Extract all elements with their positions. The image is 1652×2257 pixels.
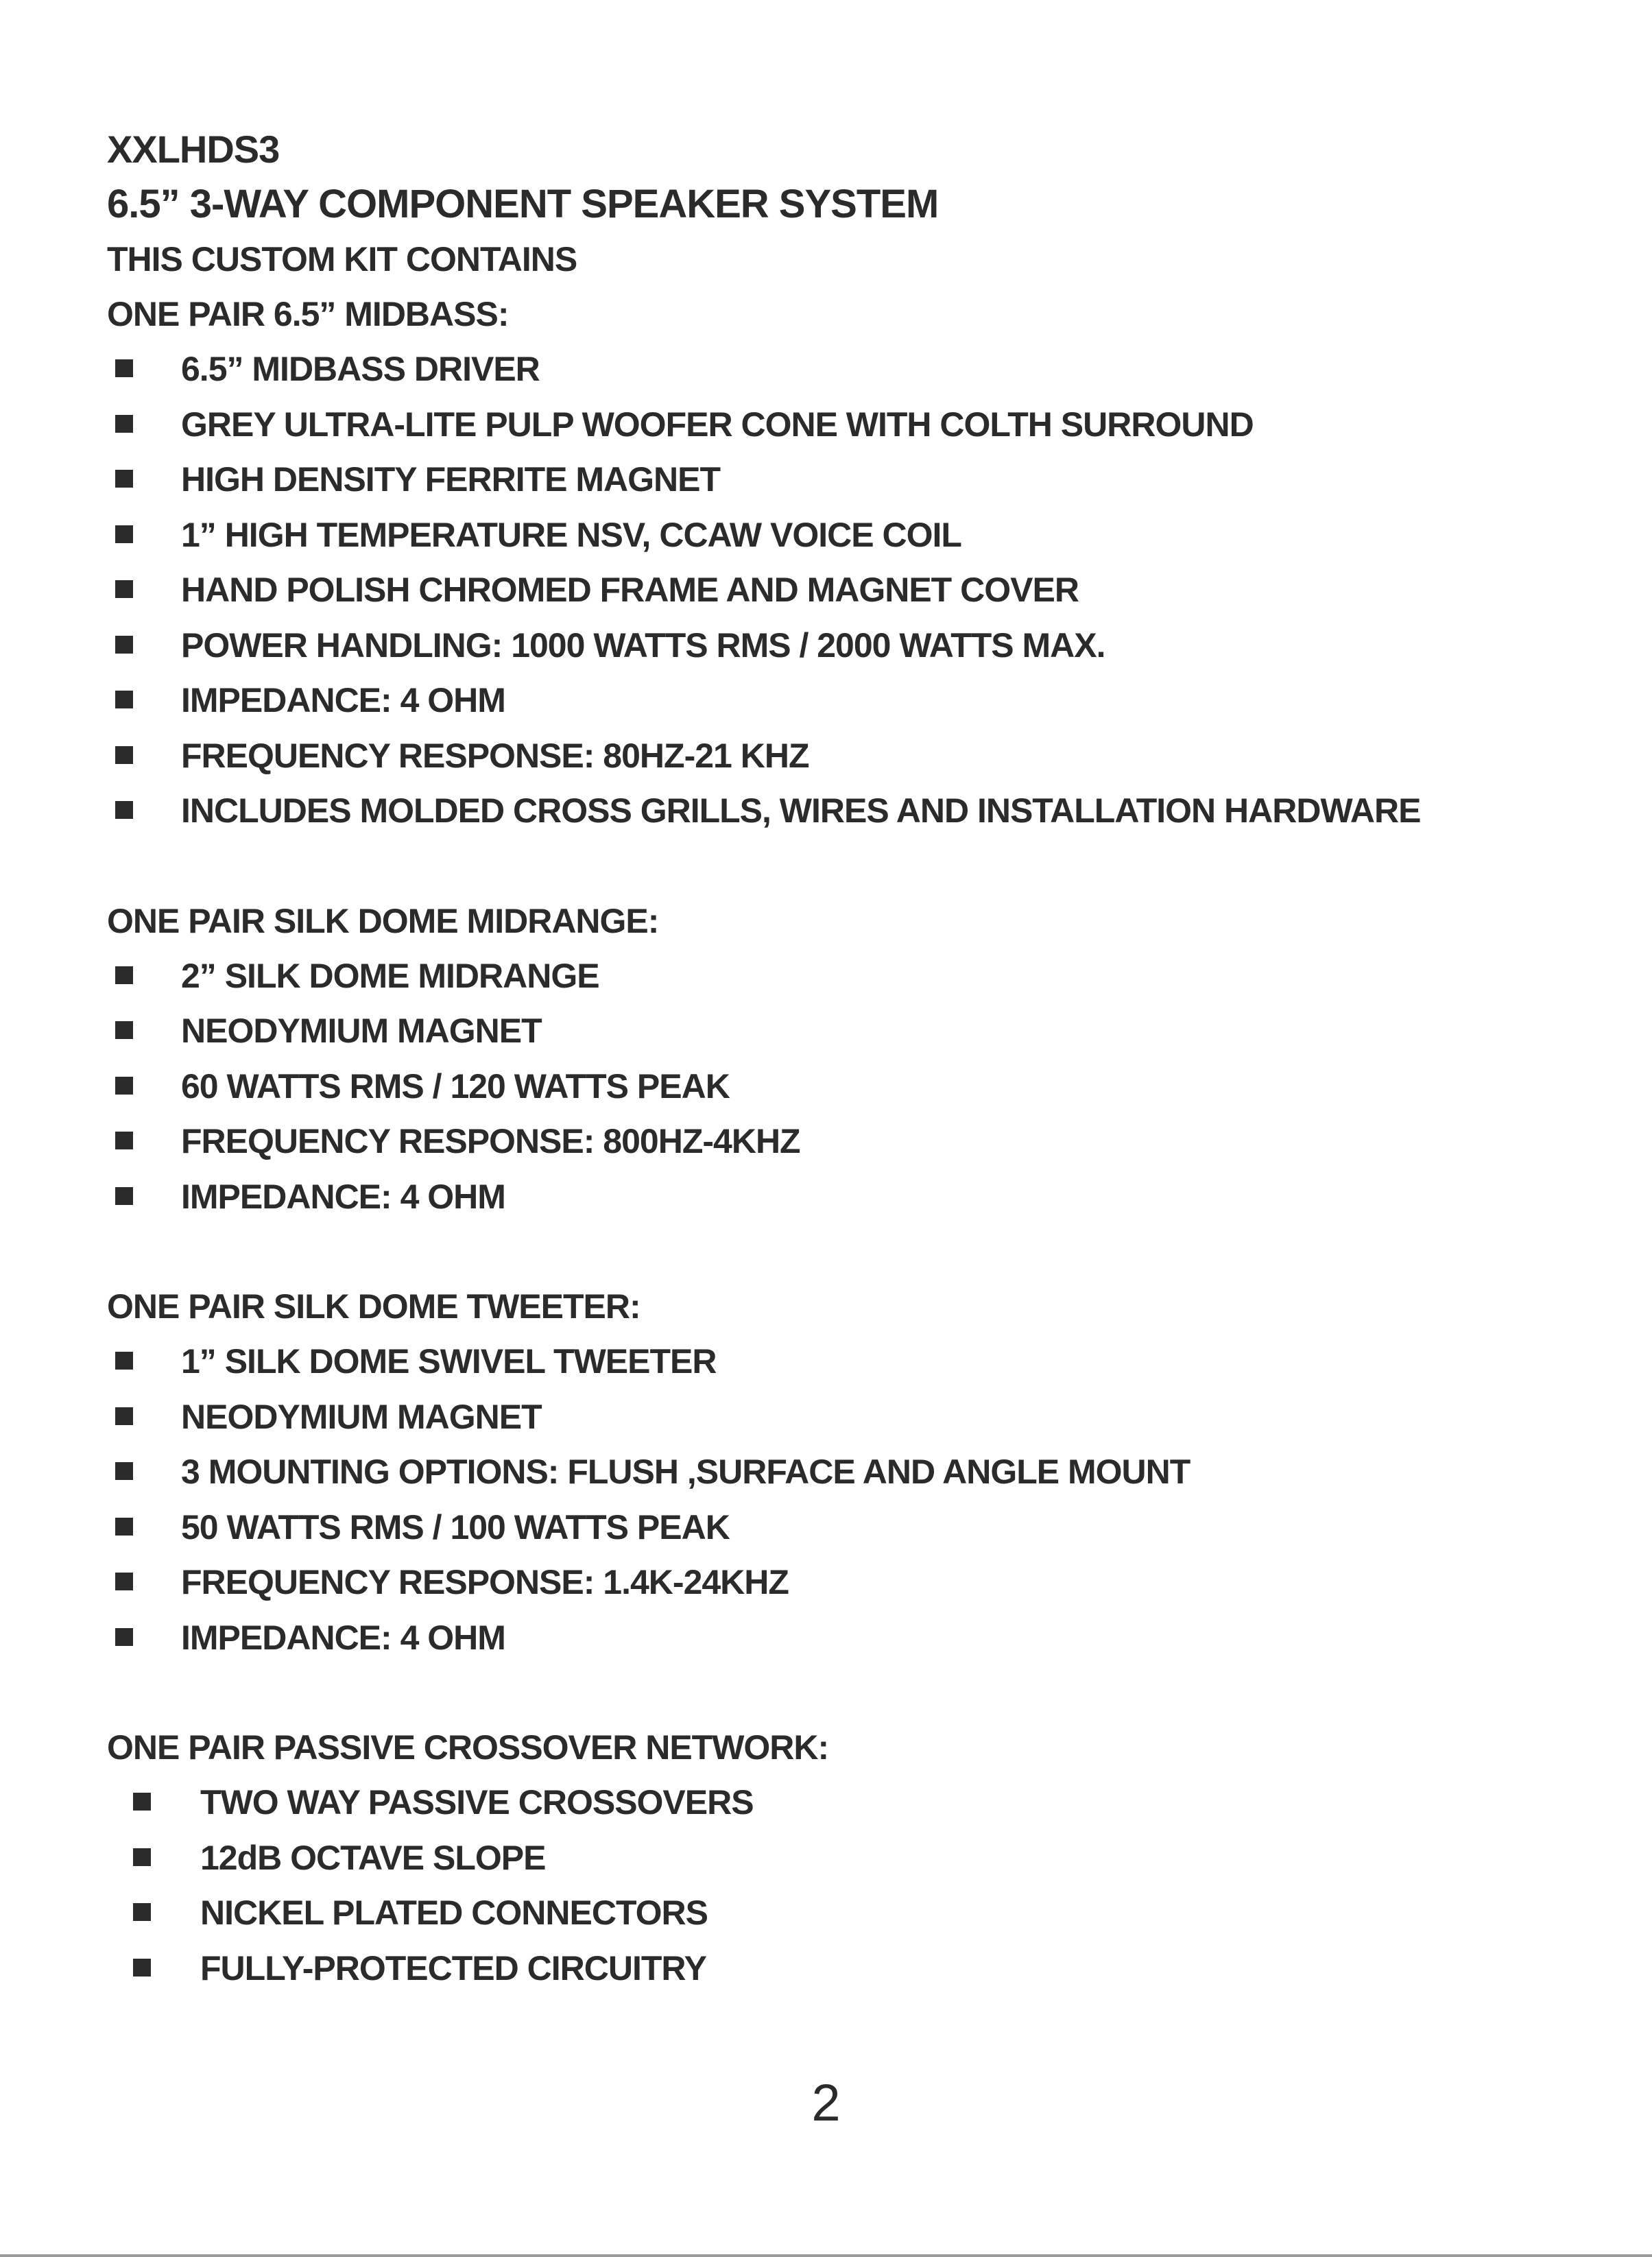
square-bullet-icon [115, 1187, 133, 1205]
list-item-text: 60 WATTS RMS / 120 WATTS PEAK [181, 1066, 730, 1106]
list-item [107, 1114, 1484, 1169]
square-bullet-icon [115, 580, 133, 598]
list-item [107, 1389, 1484, 1445]
section-heading: ONE PAIR 6.5” MIDBASS: [107, 295, 509, 333]
list-item [107, 397, 1484, 453]
square-bullet-icon [115, 415, 133, 433]
list-item-text: 3 MOUNTING OPTIONS: FLUSH ,SURFACE AND ANGLE MOUNT [181, 1453, 1190, 1491]
list-item-text: IMPEDANCE: 4 OHM [181, 681, 505, 719]
list-item [107, 452, 1484, 507]
section-heading: ONE PAIR SILK DOME MIDRANGE: [107, 901, 659, 940]
list-item-text: 12dB OCTAVE SLOPE [200, 1838, 546, 1877]
bottom-border [0, 2254, 1652, 2257]
section-heading: ONE PAIR PASSIVE CROSSOVER NETWORK: [107, 1728, 829, 1767]
list-item [107, 1444, 1484, 1500]
list-item-text: TWO WAY PASSIVE CROSSOVERS [200, 1783, 754, 1822]
list-item-text: 6.5” MIDBASS DRIVER [181, 350, 540, 388]
list-item [107, 728, 1484, 784]
list-item-text: NEODYMIUM MAGNET [181, 1012, 542, 1050]
square-bullet-icon [115, 1021, 133, 1039]
list-item [107, 1830, 1503, 1886]
section-midrange [107, 894, 1547, 1225]
list-item-text: INCLUDES MOLDED CROSS GRILLS, WIRES AND INSTALLATION HARDWARE [181, 791, 1421, 830]
square-bullet-icon [115, 1132, 133, 1149]
list-item-text: 1” HIGH TEMPERATURE NSV, CCAW VOICE COIL [181, 515, 961, 554]
square-bullet-icon [115, 525, 133, 543]
square-bullet-icon [133, 1903, 151, 1921]
list-item [107, 1003, 1484, 1059]
list-item-text: POWER HANDLING: 1000 WATTS RMS / 2000 WATTS MAX. [181, 625, 1105, 665]
square-bullet-icon [115, 1518, 133, 1536]
list-item-text: 1” SILK DOME SWIVEL TWEETER [181, 1342, 717, 1381]
list-item [107, 1500, 1484, 1555]
kit-intro: THIS CUSTOM KIT CONTAINS [107, 240, 577, 278]
square-bullet-icon [115, 1077, 133, 1095]
list-item-text: 50 WATTS RMS / 100 WATTS PEAK [181, 1507, 730, 1547]
list-item-text: HAND POLISH CHROMED FRAME AND MAGNET COVER [181, 571, 1079, 609]
square-bullet-icon [115, 1573, 133, 1590]
list-item-text: FREQUENCY RESPONSE: 80HZ-21 KHZ [181, 736, 809, 775]
list-item-text: IMPEDANCE: 4 OHM [181, 1618, 505, 1657]
list-item-text: GREY ULTRA-LITE PULP WOOFER CONE WITH COLTH SURROUND [181, 405, 1254, 444]
list-item-text: NEODYMIUM MAGNET [181, 1397, 542, 1436]
square-bullet-icon [115, 801, 133, 819]
square-bullet-icon [115, 636, 133, 654]
list-item [107, 1334, 1484, 1389]
list-item [107, 507, 1484, 563]
list-item-text: FREQUENCY RESPONSE: 1.4K-24KHZ [181, 1563, 789, 1601]
square-bullet-icon [115, 1462, 133, 1480]
section-crossover [107, 1720, 1547, 1996]
list-item-text: HIGH DENSITY FERRITE MAGNET [181, 460, 721, 499]
list-item [107, 1941, 1503, 1996]
list-item [107, 1775, 1503, 1830]
list-item [107, 562, 1484, 618]
square-bullet-icon [115, 359, 133, 377]
list-item-text: IMPEDANCE: 4 OHM [181, 1177, 505, 1216]
spec-list [107, 1334, 1547, 1665]
square-bullet-icon [115, 691, 133, 708]
list-item [107, 783, 1484, 839]
square-bullet-icon [133, 1959, 151, 1977]
square-bullet-icon [115, 1407, 133, 1425]
list-item-text: FREQUENCY RESPONSE: 800HZ-4KHZ [181, 1122, 800, 1160]
list-item [107, 673, 1484, 728]
product-title: 6.5” 3-WAY COMPONENT SPEAKER SYSTEM [107, 182, 939, 226]
square-bullet-icon [133, 1848, 151, 1866]
square-bullet-icon [115, 746, 133, 764]
list-item [107, 1555, 1484, 1610]
list-item [107, 1169, 1484, 1225]
page-content [107, 122, 1547, 1996]
section-tweeter [107, 1279, 1547, 1665]
page-number: 2 [811, 2074, 841, 2132]
spec-list [107, 342, 1547, 839]
list-item-text: 2” SILK DOME MIDRANGE [181, 956, 599, 995]
list-item [107, 948, 1484, 1004]
list-item [107, 618, 1484, 673]
section-midbass [107, 287, 1547, 839]
square-bullet-icon [115, 1352, 133, 1370]
list-item-text: NICKEL PLATED CONNECTORS [200, 1894, 708, 1932]
square-bullet-icon [115, 1628, 133, 1646]
list-item [107, 1610, 1484, 1666]
spec-list [107, 1775, 1547, 1996]
model-number: XXLHDS3 [107, 128, 280, 171]
list-item-text: FULLY-PROTECTED CIRCUITRY [200, 1948, 706, 1987]
list-item [107, 1885, 1503, 1941]
square-bullet-icon [115, 966, 133, 984]
square-bullet-icon [133, 1793, 151, 1811]
spec-list [107, 948, 1547, 1225]
section-heading: ONE PAIR SILK DOME TWEETER: [107, 1287, 641, 1326]
list-item [107, 342, 1484, 397]
list-item [107, 1059, 1484, 1114]
square-bullet-icon [115, 470, 133, 488]
